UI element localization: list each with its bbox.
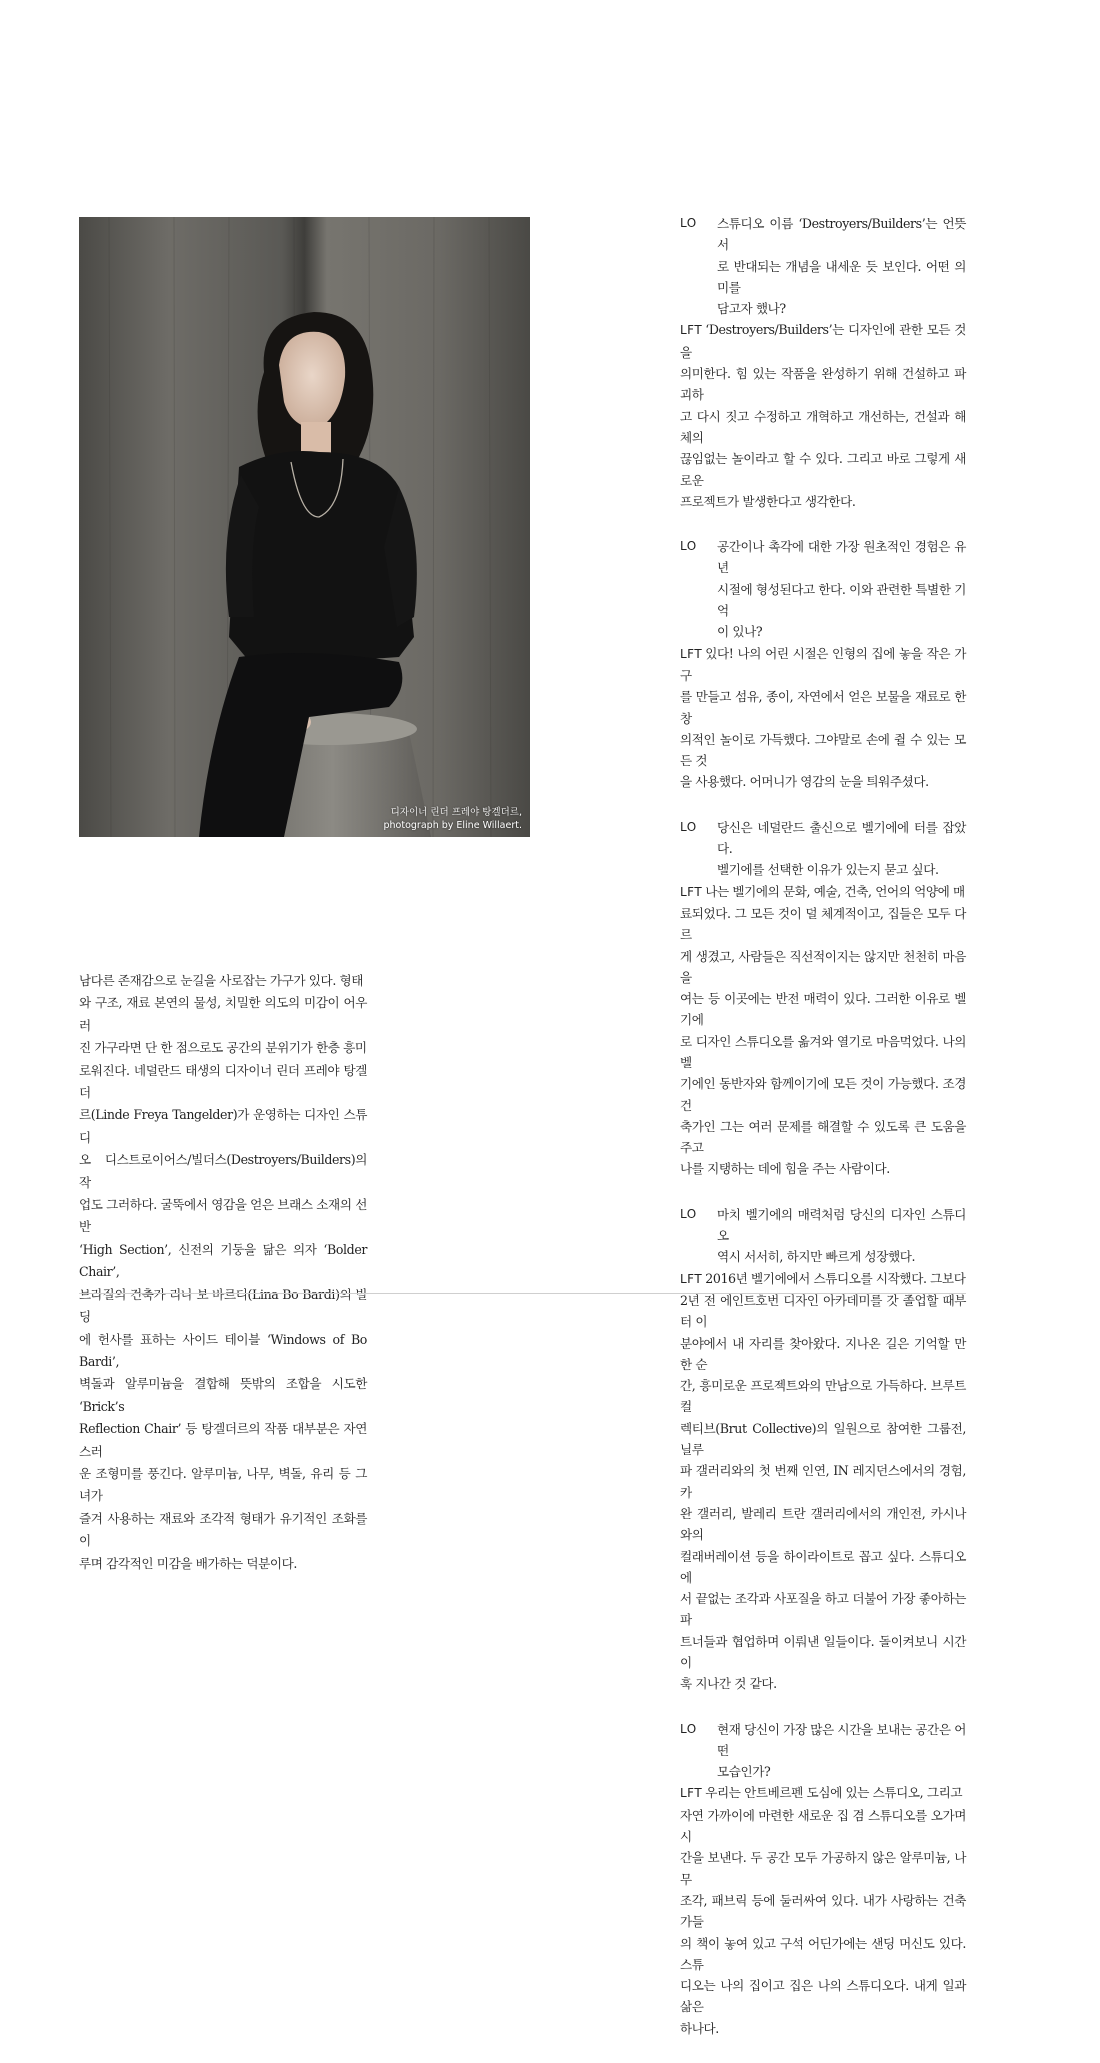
qa-block [680,536,966,793]
question-label: LO [680,1206,697,1221]
question-text: 현재 당신이 가장 많은 시간을 보내는 공간은 어떤 모습인가? [717,1721,966,1780]
question-label: LO [680,539,697,554]
question-text: 공간이나 촉각에 대한 가장 원초적인 경험은 유년 시절에 형성된다고 한다. 이와 관련한 특별한 기억 이 있나? [717,539,966,640]
answer-label: LFT [680,323,703,338]
answer-text: 우리는 안트베르펜 도심에 있는 스튜디오, 그리고 자연 가까이에 마련한 새로운 집 겸 스튜디오를 오가며 시 간을 보낸다. 두 공간 모두 가공하지 않은 알루미늄, 나무 조각, 패브릭 등에 둘러싸여 있다. 내가 사랑하는 건축가들 의 책이 놓여 있고 구석 어딘가에는 샌딩 머신도 있다. 스튜 디오는 나의 집이고 집은 나의 스튜디오다. 내게 일과 삶은 하나다. [680,1785,966,2036]
question [680,1204,966,1268]
caption-line-1: 디자이너 린더 프레야 탕겔더르, [390,807,522,818]
intro-paragraph: 남다른 존재감으로 눈길을 사로잡는 가구가 있다. 형태 와 구조, 재료 본연의 물성, 치밀한 의도의 미감이 어우러 진 가구라면 단 한 점으로도 공간의 분위기가 한층 흥미 로워진다. 네덜란드 태생의 디자이너 린더 프레야 탕겔더 르(Linde Freya Tangelder)가 운영하는 디자인 스튜디 오 디스트로이어스/빌더스(Destroyers/Builders)의 작 업도 그러하다. 굴뚝에서 영감을 얻은 브래스 소재의 선반 ‘High Section’, 신전의 기둥을 닮은 의자 ‘Bolder Chair’, 브라질의 건축가 리나 보 바르디(Lina Bo Bardi)의 빌딩 에 헌사를 표하는 사이드 테이블 ‘Windows of Bo Bardi’, 벽돌과 알루미늄을 결합해 뜻밖의 조합을 시도한 ‘Brick’s Reflection Chair’ 등 탕겔더르의 작품 대부분은 자연스러 운 조형미를 풍긴다. 알루미늄, 나무, 벽돌, 유리 등 그녀가 즐겨 사용하는 재료와 조각적 형태가 유기적인 조화를 이 루며 감각적인 미감을 배가하는 덕분이다. [79,973,367,1571]
answer [680,1268,966,1695]
answer-label: LFT [680,884,703,899]
answer-text: ‘Destroyers/Builders’는 디자인에 관한 모든 것을 의미한다. 힘 있는 작품을 완성하기 위해 건설하고 파괴하 고 다시 짓고 수정하고 개혁하고 개선하는, 건설과 해체의 끊임없는 놀이라고 할 수 있다. 그리고 바로 그렇게 새로운 프로젝트가 발생한다고 생각한다. [680,322,966,509]
caption-line-2: photograph by Eline Willaert. [383,820,522,831]
question-label: LO [680,216,697,230]
question [680,213,966,319]
question [680,1719,966,1783]
portrait-illustration [79,217,530,837]
question-label: LO [680,1721,697,1736]
question [680,817,966,881]
answer-label: LFT [680,1271,703,1286]
portrait-photo [79,217,530,837]
qa-block [680,1204,966,1695]
answer-text: 나는 벨기에의 문화, 예술, 건축, 언어의 억양에 매 료되었다. 그 모든 것이 덜 체계적이고, 집들은 모두 다르 게 생겼고, 사람들은 직선적이지는 않지만 천천히 마음을 여는 등 이곳에는 반전 매력이 있다. 그러한 이유로 벨기에 로 디자인 스튜디오를 옮겨와 열기로 마음먹었다. 나의 벨 기에인 동반자와 함께이기에 모든 것이 가능했다. 조경 건 축가인 그는 여러 문제를 해결할 수 있도록 큰 도움을 주고 나를 지탱하는 데에 힘을 주는 사람이다. [680,883,966,1177]
answer [680,319,966,512]
photo-caption [384,806,523,832]
question-text: 스튜디오 이름 ‘Destroyers/Builders’는 언뜻 서 로 반대되는 개념을 내세운 듯 보인다. 어떤 의미를 담고자 했나? [717,216,966,317]
question [680,536,966,642]
qa-block [680,1719,966,2039]
interview-column [680,213,966,2063]
answer [680,643,966,793]
answer-text: 있다! 나의 어린 시절은 인형의 집에 놓을 작은 가구 를 만들고 섬유, 종이, 자연에서 얻은 보물을 재료로 한 창 의적인 놀이로 가득했다. 그야말로 손에 쥘 수 있는 모든 것 을 사용했다. 어머니가 영감의 눈을 틔워주셨다. [680,645,966,790]
question-text: 마치 벨기에의 매력처럼 당신의 디자인 스튜디오 역시 서서히, 하지만 빠르게 성장했다. [717,1206,966,1265]
qa-block [680,817,966,1180]
answer [680,1782,966,2039]
question-text: 당신은 네덜란드 출신으로 벨기에에 터를 잡았다. 벨기에를 선택한 이유가 있는지 묻고 싶다. [717,819,966,878]
answer [680,881,966,1180]
question-label: LO [680,819,697,834]
answer-label: LFT [680,1786,703,1801]
answer-text: 2016년 벨기에에서 스튜디오를 시작했다. 그보다 2년 전 에인트호번 디자인 아카데미를 갓 졸업할 때부터 이 분야에서 내 자리를 찾아왔다. 지나온 길은 기억할 만한 순 간, 흥미로운 프로젝트와의 만남으로 가득하다. 브루트 컬 렉티브(Brut Collective)의 일원으로 참여한 그룹전, 닐루 파 갤러리와의 첫 번째 인연, IN 레지던스에서의 경험, 카 완 갤러리, 발레리 트란 갤러리에서의 개인전, 카시나와의 컬래버레이션 등을 하이라이트로 꼽고 싶다. 스튜디오에 서 끝없는 조각과 사포질을 하고 더불어 가장 좋아하는 파 트너들과 협업하며 이뤄낸 일들이다. 돌이켜보니 시간이 훅 지나간 것 같다. [680,1270,966,1692]
qa-block [680,213,966,512]
bottom-divider [79,1293,966,1294]
answer-label: LFT [680,646,703,661]
